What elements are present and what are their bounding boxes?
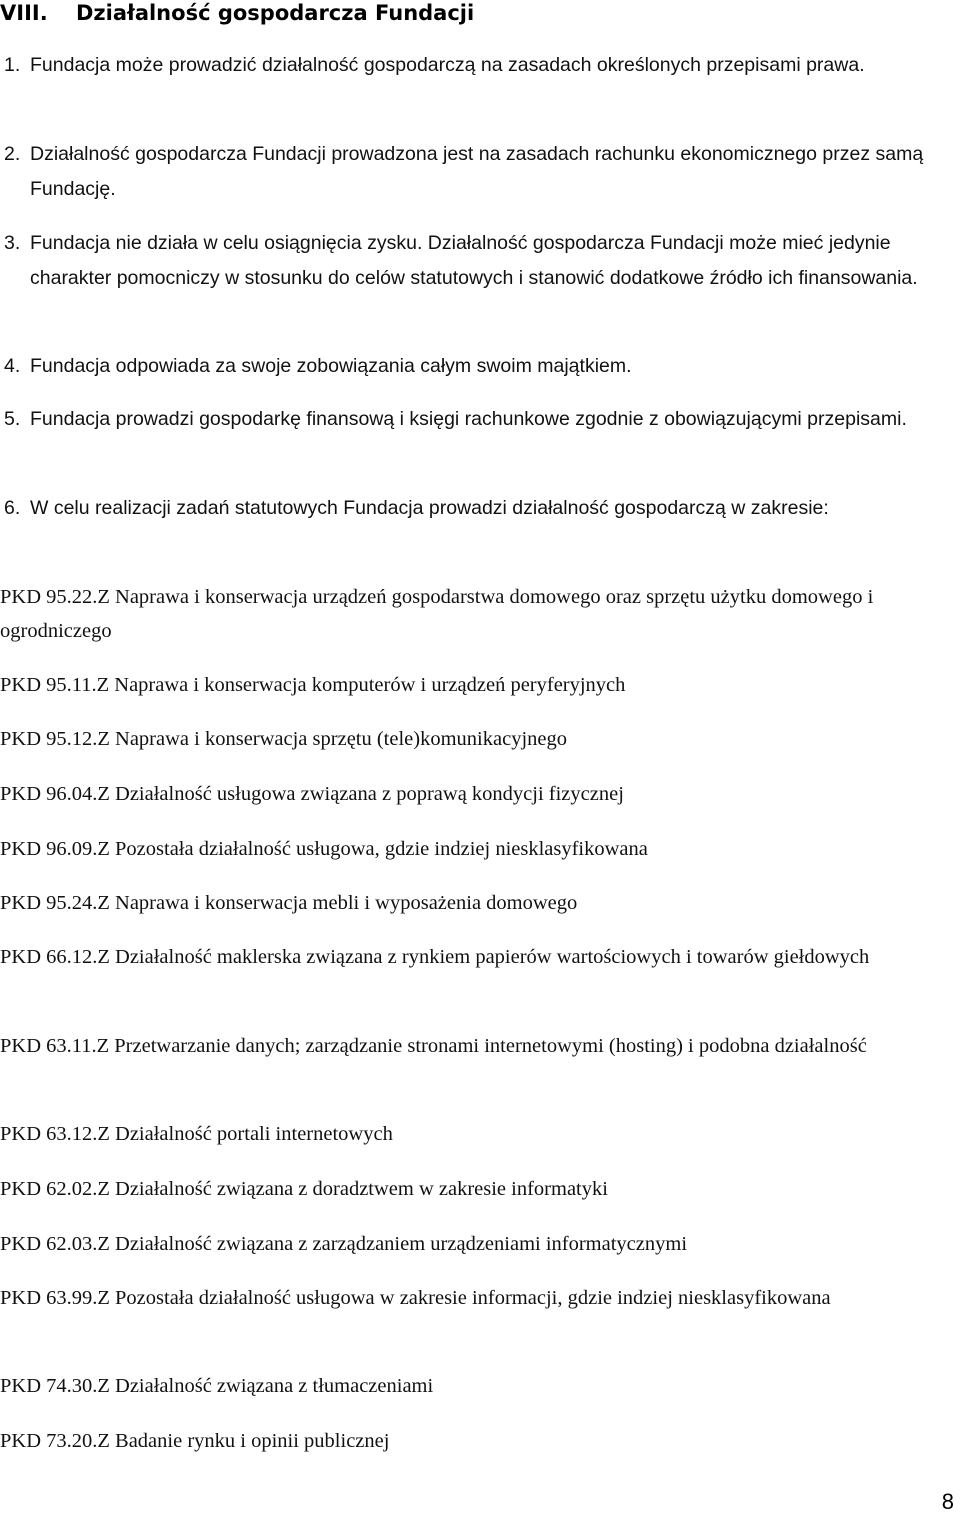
- list-item: [0, 349, 955, 384]
- list-item-text: Fundacja prowadzi gospodarkę finansową i księgi rachunkowe zgodnie z obowiązującymi przepisami.: [30, 408, 907, 430]
- list-item: [0, 48, 955, 83]
- pkd-entry: PKD 74.30.Z Działalność związana z tłumaczeniami: [0, 1375, 434, 1397]
- pkd-entry: PKD 66.12.Z Działalność maklerska związana z rynkiem papierów wartościowych i towarów giełdowych: [0, 946, 870, 968]
- list-item-text: Fundacja nie działa w celu osiągnięcia zysku. Działalność gospodarcza Fundacji może mieć jedynie charakter pomocniczy w stosunku do celów statutowych i stanowić dodatkowe źródło ich finansowania.: [30, 232, 918, 289]
- page-number: 8: [941, 1489, 954, 1514]
- list-item-number: 3.: [4, 232, 21, 254]
- pkd-entry: PKD 96.04.Z Działalność usługowa związana z poprawą kondycji fizycznej: [0, 783, 624, 805]
- pkd-entry: PKD 62.03.Z Działalność związana z zarządzaniem urządzeniami informatycznymi: [0, 1233, 688, 1255]
- list-item-number: 6.: [4, 497, 21, 519]
- pkd-entry: PKD 96.09.Z Pozostała działalność usługowa, gdzie indziej niesklasyfikowana: [0, 838, 648, 860]
- pkd-entry: PKD 63.12.Z Działalność portali internetowych: [0, 1123, 393, 1145]
- pkd-entry: PKD 95.22.Z Naprawa i konserwacja urządzeń gospodarstwa domowego oraz sprzętu użytku domowego i ogrodniczego: [0, 586, 874, 642]
- list-item-number: 4.: [4, 355, 21, 377]
- list-item: [0, 226, 955, 296]
- pkd-entry: PKD 95.12.Z Naprawa i konserwacja sprzętu (tele)komunikacyjnego: [0, 728, 567, 750]
- section-title: Działalność gospodarcza Fundacji: [76, 1, 475, 25]
- pkd-entry: PKD 63.11.Z Przetwarzanie danych; zarządzanie stronami internetowymi (hosting) i podobna działalność: [0, 1035, 867, 1057]
- list-item-text: W celu realizacji zadań statutowych Fundacja prowadzi działalność gospodarczą w zakresie:: [30, 497, 829, 519]
- list-item-number: 5.: [4, 408, 21, 430]
- section-heading: [0, 0, 474, 26]
- pkd-entry: PKD 95.11.Z Naprawa i konserwacja komputerów i urządzeń peryferyjnych: [0, 674, 626, 696]
- list-item: [0, 402, 955, 437]
- section-number: VIII.: [0, 1, 48, 25]
- list-item: [0, 491, 955, 526]
- pkd-entry: PKD 95.24.Z Naprawa i konserwacja mebli i wyposażenia domowego: [0, 892, 578, 914]
- pkd-entry: PKD 63.99.Z Pozostała działalność usługowa w zakresie informacji, gdzie indziej niesklasyfikowana: [0, 1287, 831, 1309]
- pkd-entry: PKD 62.02.Z Działalność związana z doradztwem w zakresie informatyki: [0, 1178, 608, 1200]
- list-item-number: 2.: [4, 143, 21, 165]
- list-item-number: 1.: [4, 54, 21, 76]
- pkd-entry: PKD 73.20.Z Badanie rynku i opinii publicznej: [0, 1430, 390, 1452]
- list-item-text: Fundacja może prowadzić działalność gospodarczą na zasadach określonych przepisami prawa.: [30, 54, 865, 76]
- list-item-text: Fundacja odpowiada za swoje zobowiązania całym swoim majątkiem.: [30, 355, 632, 377]
- list-item-text: Działalność gospodarcza Fundacji prowadzona jest na zasadach rachunku ekonomicznego przez samą Fundację.: [30, 143, 924, 200]
- list-item: [0, 137, 955, 207]
